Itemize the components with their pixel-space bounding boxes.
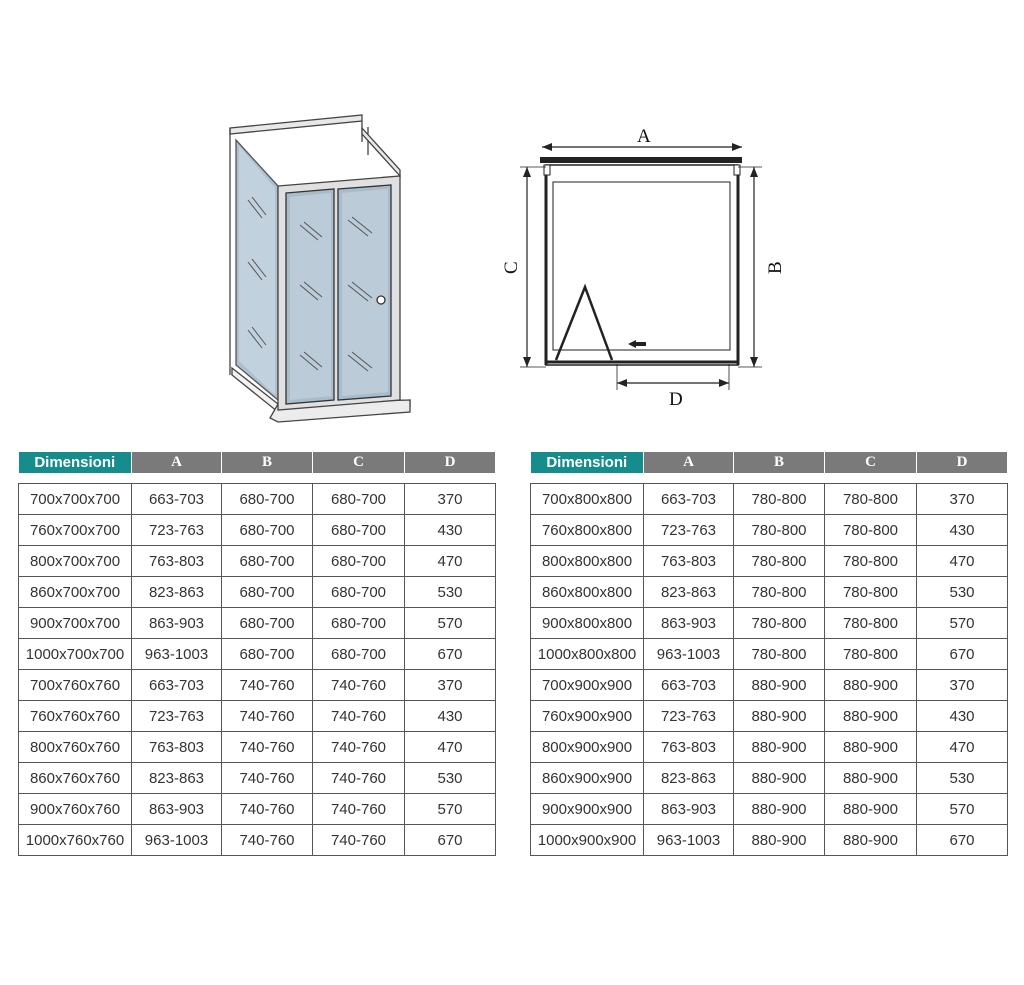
table-row [531, 639, 1008, 670]
table-cell: 740-760 [222, 670, 313, 701]
dimension-label-a: A [637, 126, 651, 147]
table-cell: 780-800 [825, 639, 917, 670]
table-cell: 680-700 [313, 484, 405, 515]
table-cell: 863-903 [132, 608, 222, 639]
table-row [19, 794, 496, 825]
table-cell: 863-903 [644, 794, 734, 825]
table-cell: 1000x900x900 [531, 825, 644, 856]
dimension-label-b: B [765, 261, 786, 274]
table-row [531, 484, 1008, 515]
table-cell: 680-700 [222, 608, 313, 639]
table-header-row [19, 452, 496, 473]
table-cell: 740-760 [313, 794, 405, 825]
table-cell: 780-800 [734, 608, 825, 639]
table-cell: 723-763 [644, 515, 734, 546]
table-cell: 530 [405, 763, 496, 794]
table-cell: 880-900 [825, 763, 917, 794]
column-header-d: D [405, 452, 496, 473]
table-row [19, 608, 496, 639]
column-header-a: A [132, 452, 222, 473]
table-cell: 663-703 [132, 484, 222, 515]
table-cell: 900x900x900 [531, 794, 644, 825]
table-cell: 700x800x800 [531, 484, 644, 515]
table-cell: 880-900 [825, 794, 917, 825]
table-cell: 800x900x900 [531, 732, 644, 763]
table-cell: 780-800 [825, 484, 917, 515]
table-cell: 963-1003 [644, 825, 734, 856]
table-cell: 760x900x900 [531, 701, 644, 732]
table-cell: 900x760x760 [19, 794, 132, 825]
table-cell: 780-800 [825, 608, 917, 639]
column-header-c: C [313, 452, 405, 473]
table-cell: 723-763 [644, 701, 734, 732]
table-cell: 963-1003 [132, 639, 222, 670]
table-cell: 880-900 [825, 670, 917, 701]
table-cell: 670 [405, 639, 496, 670]
column-header-dimensioni: Dimensioni [531, 452, 644, 473]
table-cell: 470 [405, 546, 496, 577]
dimensions-table-right [530, 452, 1008, 856]
table-cell: 663-703 [644, 484, 734, 515]
table-cell: 860x800x800 [531, 577, 644, 608]
table-cell: 763-803 [132, 546, 222, 577]
table-cell: 1000x700x700 [19, 639, 132, 670]
table-cell: 740-760 [313, 763, 405, 794]
table-cell: 780-800 [825, 577, 917, 608]
table-row [19, 546, 496, 577]
table-cell: 763-803 [644, 732, 734, 763]
plan-view-diagram [520, 143, 762, 390]
column-header-c: C [825, 452, 917, 473]
table-row [19, 732, 496, 763]
table-cell: 680-700 [222, 639, 313, 670]
table-row [531, 608, 1008, 639]
table-cell: 663-703 [644, 670, 734, 701]
dimension-label-c: C [501, 261, 522, 274]
table-cell: 880-900 [825, 825, 917, 856]
table-cell: 680-700 [313, 608, 405, 639]
table-header-row [531, 452, 1008, 473]
table-cell: 530 [917, 763, 1008, 794]
table-cell: 780-800 [734, 515, 825, 546]
table-row [19, 515, 496, 546]
table-row [531, 577, 1008, 608]
table-cell: 430 [405, 515, 496, 546]
table-cell: 430 [917, 701, 1008, 732]
table-cell: 823-863 [132, 577, 222, 608]
table-cell: 880-900 [734, 825, 825, 856]
table-row [531, 732, 1008, 763]
table-cell: 680-700 [222, 577, 313, 608]
table-cell: 760x800x800 [531, 515, 644, 546]
table-row [19, 670, 496, 701]
table-row [531, 515, 1008, 546]
table-cell: 740-760 [222, 825, 313, 856]
table-row [19, 701, 496, 732]
table-cell: 370 [405, 484, 496, 515]
table-cell: 880-900 [734, 763, 825, 794]
table-cell: 780-800 [825, 546, 917, 577]
table-cell: 900x800x800 [531, 608, 644, 639]
table-row [19, 639, 496, 670]
table-row [19, 577, 496, 608]
table-cell: 370 [917, 670, 1008, 701]
column-header-d: D [917, 452, 1008, 473]
table-cell: 740-760 [222, 794, 313, 825]
table-cell: 760x700x700 [19, 515, 132, 546]
table-cell: 863-903 [644, 608, 734, 639]
table-cell: 800x760x760 [19, 732, 132, 763]
table-cell: 570 [405, 608, 496, 639]
column-header-dimensioni: Dimensioni [19, 452, 132, 473]
table-cell: 530 [917, 577, 1008, 608]
table-cell: 860x900x900 [531, 763, 644, 794]
table-cell: 880-900 [734, 670, 825, 701]
table-row [19, 484, 496, 515]
table-row [531, 763, 1008, 794]
table-cell: 763-803 [644, 546, 734, 577]
table-cell: 470 [917, 732, 1008, 763]
table-cell: 780-800 [734, 484, 825, 515]
table-cell: 740-760 [313, 825, 405, 856]
column-header-b: B [734, 452, 825, 473]
table-cell: 740-760 [222, 763, 313, 794]
table-cell: 823-863 [644, 763, 734, 794]
table-cell: 723-763 [132, 701, 222, 732]
table-cell: 670 [917, 825, 1008, 856]
table-cell: 670 [917, 639, 1008, 670]
table-cell: 860x700x700 [19, 577, 132, 608]
table-cell: 430 [917, 515, 1008, 546]
table-cell: 900x700x700 [19, 608, 132, 639]
table-cell: 663-703 [132, 670, 222, 701]
table-row [531, 546, 1008, 577]
table-cell: 470 [917, 546, 1008, 577]
table-cell: 530 [405, 577, 496, 608]
table-row [19, 825, 496, 856]
table-cell: 823-863 [644, 577, 734, 608]
table-cell: 780-800 [825, 515, 917, 546]
table-row [19, 763, 496, 794]
table-cell: 963-1003 [132, 825, 222, 856]
table-cell: 880-900 [825, 732, 917, 763]
table-cell: 680-700 [313, 577, 405, 608]
table-cell: 880-900 [734, 794, 825, 825]
table-cell: 740-760 [222, 732, 313, 763]
table-cell: 863-903 [132, 794, 222, 825]
table-cell: 780-800 [734, 577, 825, 608]
table-cell: 700x900x900 [531, 670, 644, 701]
table-cell: 1000x760x760 [19, 825, 132, 856]
dimensions-table-left [18, 452, 496, 856]
table-cell: 800x700x700 [19, 546, 132, 577]
column-header-a: A [644, 452, 734, 473]
table-cell: 740-760 [313, 732, 405, 763]
table-cell: 680-700 [222, 515, 313, 546]
table-cell: 670 [405, 825, 496, 856]
table-cell: 570 [917, 794, 1008, 825]
table-cell: 963-1003 [644, 639, 734, 670]
table-cell: 430 [405, 701, 496, 732]
header-spacer [531, 473, 1008, 484]
table-row [531, 701, 1008, 732]
table-cell: 680-700 [313, 546, 405, 577]
table-cell: 740-760 [313, 670, 405, 701]
table-cell: 800x800x800 [531, 546, 644, 577]
table-cell: 880-900 [734, 701, 825, 732]
table-cell: 680-700 [222, 546, 313, 577]
header-spacer [19, 473, 496, 484]
table-cell: 700x700x700 [19, 484, 132, 515]
table-cell: 723-763 [132, 515, 222, 546]
table-cell: 680-700 [313, 515, 405, 546]
table-cell: 880-900 [825, 701, 917, 732]
table-cell: 680-700 [313, 639, 405, 670]
table-cell: 370 [405, 670, 496, 701]
table-cell: 700x760x760 [19, 670, 132, 701]
table-cell: 570 [917, 608, 1008, 639]
table-row [531, 670, 1008, 701]
table-cell: 370 [917, 484, 1008, 515]
table-cell: 780-800 [734, 639, 825, 670]
table-row [531, 825, 1008, 856]
table-cell: 860x760x760 [19, 763, 132, 794]
table-cell: 780-800 [734, 546, 825, 577]
product-illustrations [0, 0, 1024, 440]
table-cell: 763-803 [132, 732, 222, 763]
column-header-b: B [222, 452, 313, 473]
table-cell: 1000x800x800 [531, 639, 644, 670]
table-row [531, 794, 1008, 825]
shower-enclosure-illustration [230, 115, 410, 422]
table-cell: 680-700 [222, 484, 313, 515]
table-cell: 740-760 [313, 701, 405, 732]
dimension-label-d: D [669, 389, 683, 410]
table-cell: 570 [405, 794, 496, 825]
table-cell: 823-863 [132, 763, 222, 794]
table-cell: 880-900 [734, 732, 825, 763]
table-cell: 740-760 [222, 701, 313, 732]
table-cell: 470 [405, 732, 496, 763]
table-cell: 760x760x760 [19, 701, 132, 732]
